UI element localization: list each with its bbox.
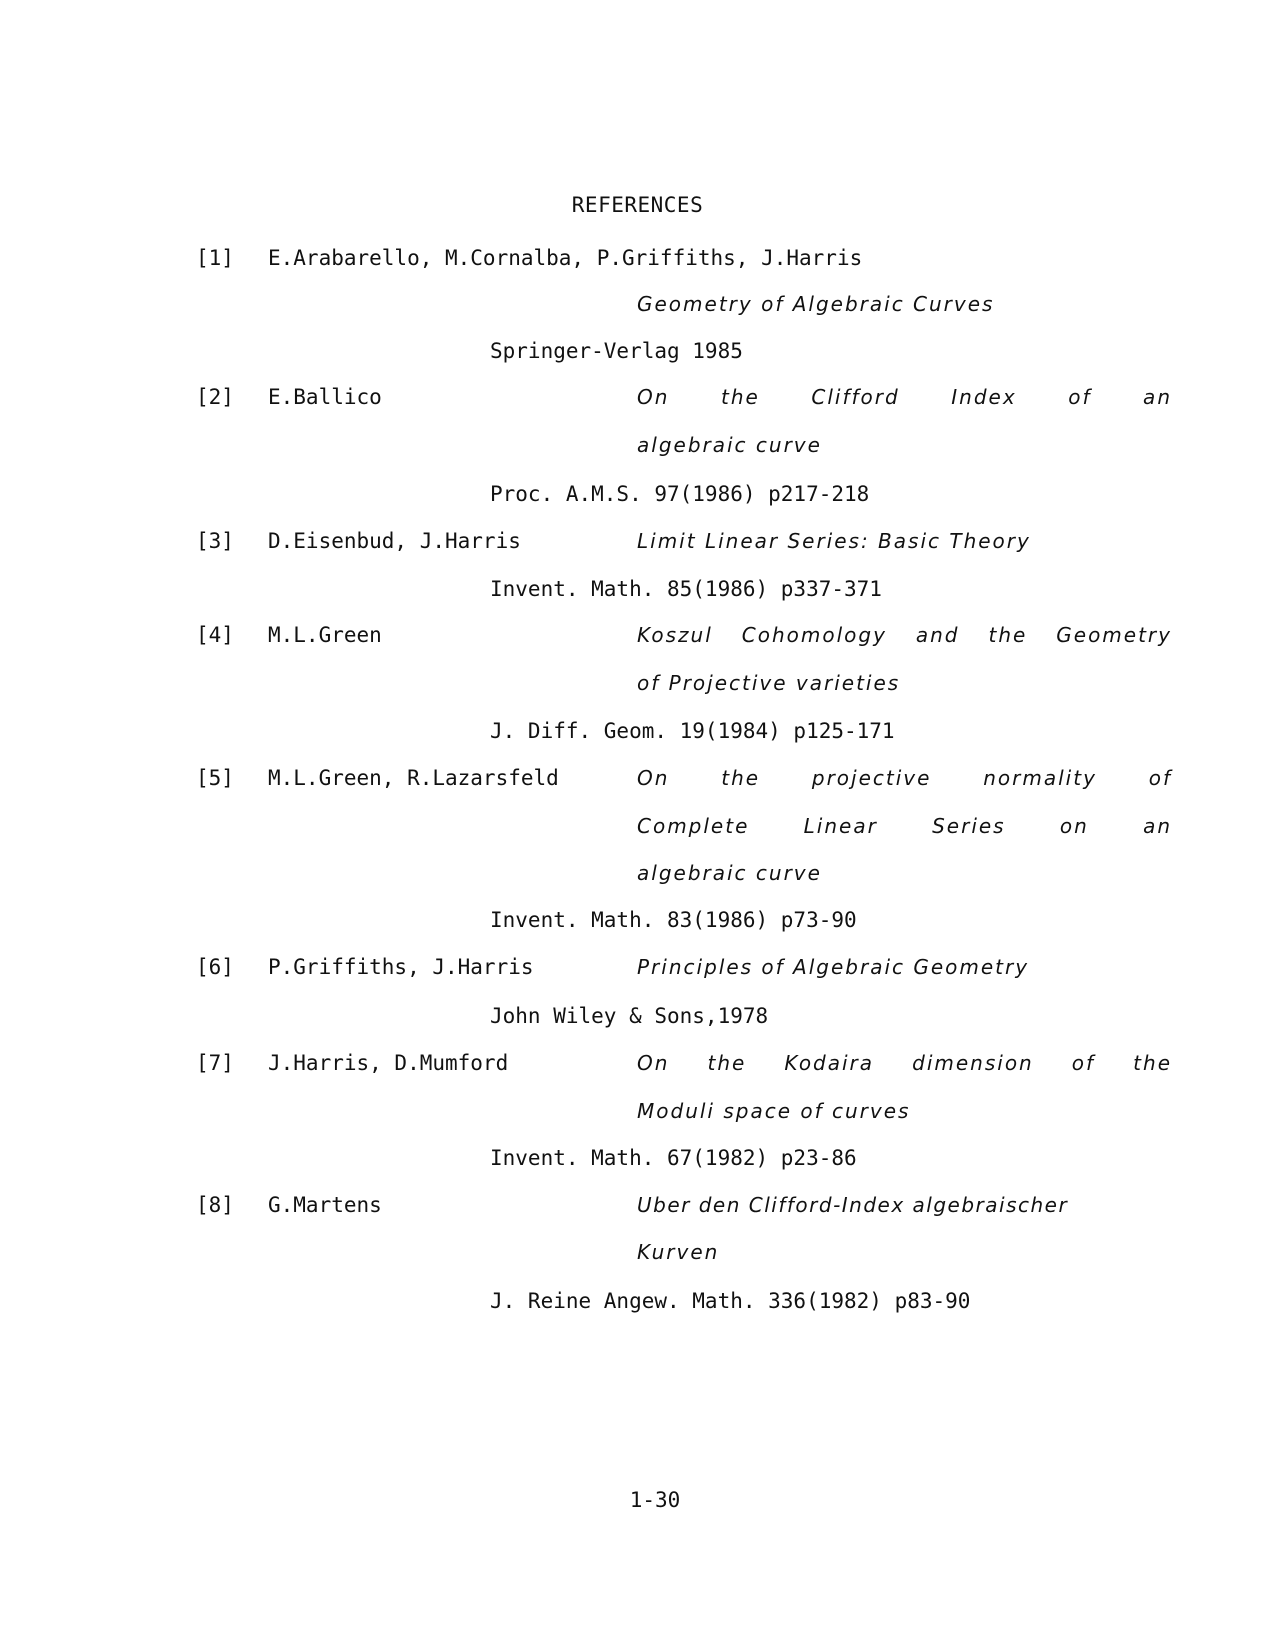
- ref-7-number: [7]: [196, 1051, 234, 1075]
- ref-5-publisher: Invent. Math. 83(1986) p73-90: [490, 908, 857, 932]
- ref-6-title: Principles of Algebraic Geometry: [637, 955, 1030, 979]
- ref-2-authors: E.Ballico: [268, 385, 382, 409]
- ref-4-title-line-2: of Projective varieties: [637, 671, 901, 695]
- ref-1-title: Geometry of Algebraic Curves: [637, 292, 995, 316]
- ref-8-number: [8]: [196, 1193, 234, 1217]
- ref-7-title-line-2: Moduli space of curves: [637, 1099, 911, 1123]
- ref-4-publisher: J. Diff. Geom. 19(1984) p125-171: [490, 719, 895, 743]
- ref-6-publisher: John Wiley & Sons,1978: [490, 1004, 769, 1028]
- ref-7-authors: J.Harris, D.Mumford: [268, 1051, 509, 1075]
- ref-2-publisher: Proc. A.M.S. 97(1986) p217-218: [490, 482, 870, 506]
- ref-2-title-line-2: algebraic curve: [637, 433, 822, 457]
- ref-8-authors: G.Martens: [268, 1193, 382, 1217]
- ref-8-title-line-2: Kurven: [637, 1240, 720, 1264]
- ref-3-title: Limit Linear Series: Basic Theory: [637, 529, 1031, 553]
- ref-3-authors: D.Eisenbud, J.Harris: [268, 529, 521, 553]
- ref-8-publisher: J. Reine Angew. Math. 336(1982) p83-90: [490, 1289, 971, 1313]
- ref-8-title-line-1: Uber den Clifford-Index algebraischer: [637, 1193, 1069, 1217]
- references-heading: REFERENCES: [571, 193, 704, 217]
- ref-1-authors: E.Arabarello, M.Cornalba, P.Griffiths, J.Harris: [268, 246, 863, 270]
- ref-1-publisher: Springer-Verlag 1985: [490, 339, 743, 363]
- ref-2-number: [2]: [196, 385, 234, 409]
- ref-6-number: [6]: [196, 955, 234, 979]
- ref-5-title-line-3: algebraic curve: [637, 861, 822, 885]
- page-number: 1-30: [629, 1488, 681, 1512]
- ref-4-authors: M.L.Green: [268, 623, 382, 647]
- ref-5-number: [5]: [196, 766, 234, 790]
- ref-4-title-line-1: Koszul Cohomology and the Geometry: [637, 623, 1172, 647]
- ref-7-publisher: Invent. Math. 67(1982) p23-86: [490, 1146, 857, 1170]
- ref-7-title-line-1: On the Kodaira dimension of the: [637, 1051, 1172, 1075]
- ref-3-number: [3]: [196, 529, 234, 553]
- ref-5-title-line-2: Complete Linear Series on an: [637, 814, 1172, 838]
- ref-2-title-line-1: On the Clifford Index of an: [637, 385, 1172, 409]
- ref-5-title-line-1: On the projective normality of: [637, 766, 1172, 790]
- ref-4-number: [4]: [196, 623, 234, 647]
- ref-5-authors: M.L.Green, R.Lazarsfeld: [268, 766, 559, 790]
- ref-6-authors: P.Griffiths, J.Harris: [268, 955, 534, 979]
- ref-1-number: [1]: [196, 246, 234, 270]
- ref-3-publisher: Invent. Math. 85(1986) p337-371: [490, 577, 882, 601]
